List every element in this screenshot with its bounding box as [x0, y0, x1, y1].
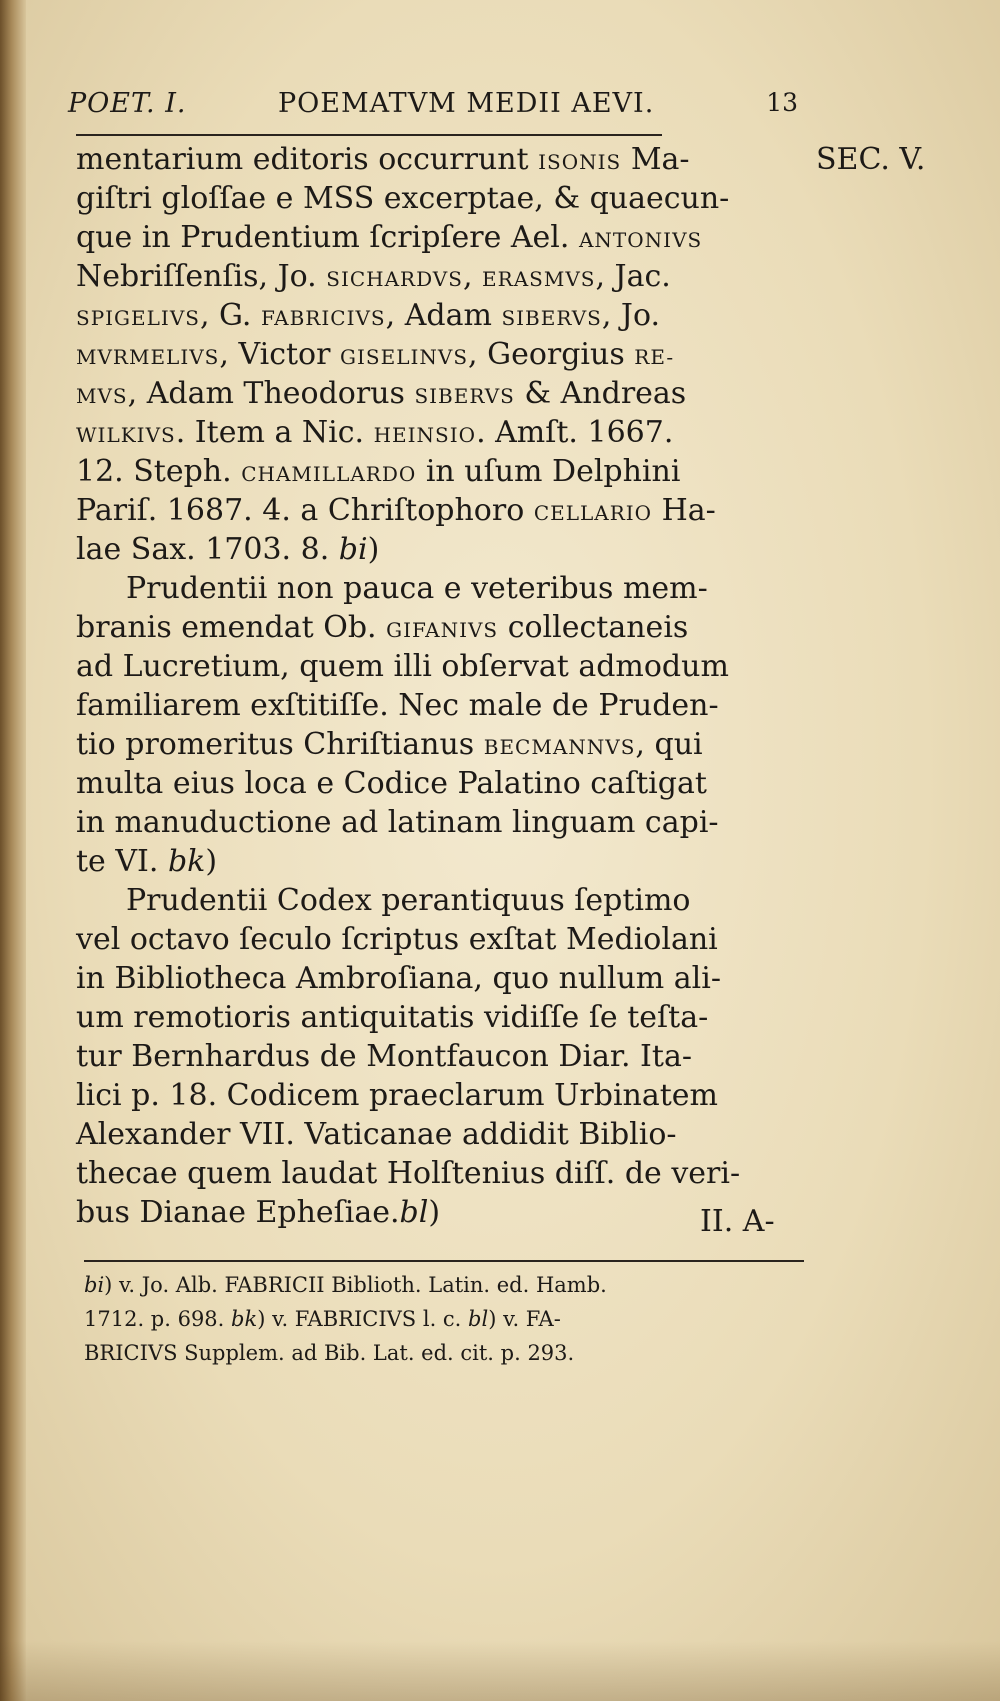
- text-line: Prudentii non pauca e veteribus mem-: [126, 571, 708, 606]
- text-line: vel octavo ſeculo ſcriptus exſtat Mediolani: [76, 922, 718, 957]
- text-line: in manuductione ad latinam linguam capi-: [76, 805, 719, 840]
- footnote-ref: bk: [167, 844, 206, 879]
- text-line: branis emendat Ob. GIFANIVS collectaneis: [76, 610, 689, 645]
- text-line: MVRMELIVS, Victor GISELINVS, Georgius RE-: [76, 337, 675, 372]
- header-section-label: POET. I.: [68, 88, 187, 119]
- text-line: que in Prudentium ſcripſere Ael. ANTONIVS: [76, 220, 703, 255]
- footnote-line: 1712. p. 698. bk) v. FABRICIVS l. c. bl) v. FA-: [84, 1307, 561, 1331]
- book-spine-shadow: [0, 0, 26, 1701]
- running-header: [68, 88, 798, 132]
- text-line: lici p. 18. Codicem praeclarum Urbinatem: [76, 1078, 718, 1113]
- text-line: Pariſ. 1687. 4. a Chriſtophoro CELLARIO Ha-: [76, 493, 716, 528]
- text-line: lae Sax. 1703. 8. bi): [76, 532, 380, 567]
- text-line: Alexander VII. Vaticanae addidit Biblio-: [76, 1117, 677, 1152]
- footnote-line: bi) v. Jo. Alb. FABRICII Biblioth. Latin. ed. Hamb.: [84, 1273, 607, 1297]
- footnote-ref: bi: [338, 532, 368, 567]
- page-bottom-shadow: [0, 1641, 1000, 1701]
- text-line: te VI. bk): [76, 844, 218, 879]
- text-line: multa eius loca e Codice Palatino caſtigat: [76, 766, 707, 801]
- text-line: Prudentii Codex perantiquus ſeptimo: [126, 883, 691, 918]
- text-line: tio promeritus Chriſtianus BECMANNVS, qui: [76, 727, 703, 762]
- text-line: familiarem exſtitiſſe. Nec male de Pruden-: [76, 688, 719, 723]
- page-number: 13: [766, 88, 798, 117]
- text-line: tur Bernhardus de Montfaucon Diar. Ita-: [76, 1039, 692, 1074]
- header-title: POEMATVM MEDII AEVI.: [278, 88, 655, 119]
- text-line: thecae quem laudat Holſtenius diſſ. de veri-: [76, 1156, 741, 1191]
- text-line: 12. Steph. CHAMILLARDO in uſum Delphini: [76, 454, 681, 489]
- margin-section-note: SEC. V.: [816, 142, 926, 177]
- footnote-ref: bl: [399, 1195, 429, 1230]
- text-line: WILKIVS. Item a Nic. HEINSIO. Amſt. 1667.: [76, 415, 674, 450]
- text-line: bus Dianae Epheſiae.bl): [76, 1195, 441, 1230]
- footnote-line: BRICIVS Supplem. ad Bib. Lat. ed. cit. p. 293.: [84, 1341, 575, 1365]
- footnotes: [84, 1268, 814, 1370]
- text-line: SPIGELIVS, G. FABRICIVS, Adam SIBERVS, Jo.: [76, 298, 661, 333]
- text-line: in Bibliotheca Ambroſiana, quo nullum ali-: [76, 961, 721, 996]
- header-rule: [76, 134, 662, 136]
- text-line: mentarium editoris occurrunt ISONIS Ma-: [76, 142, 690, 177]
- main-text: [76, 140, 806, 1232]
- text-line: giſtri gloſſae e MSS excerptae, & quaecun-: [76, 181, 730, 216]
- footnote-rule: [84, 1260, 804, 1262]
- text-line: ad Lucretium, quem illi obſervat admodum: [76, 649, 729, 684]
- text-line: MVS, Adam Theodorus SIBERVS & Andreas: [76, 376, 687, 411]
- text-line: um remotioris antiquitatis vidiſſe ſe teſta-: [76, 1000, 709, 1035]
- text-line: Nebriſſenſis, Jo. SICHARDVS, ERASMVS, Jac.: [76, 259, 671, 294]
- catchword: II. A-: [700, 1204, 775, 1239]
